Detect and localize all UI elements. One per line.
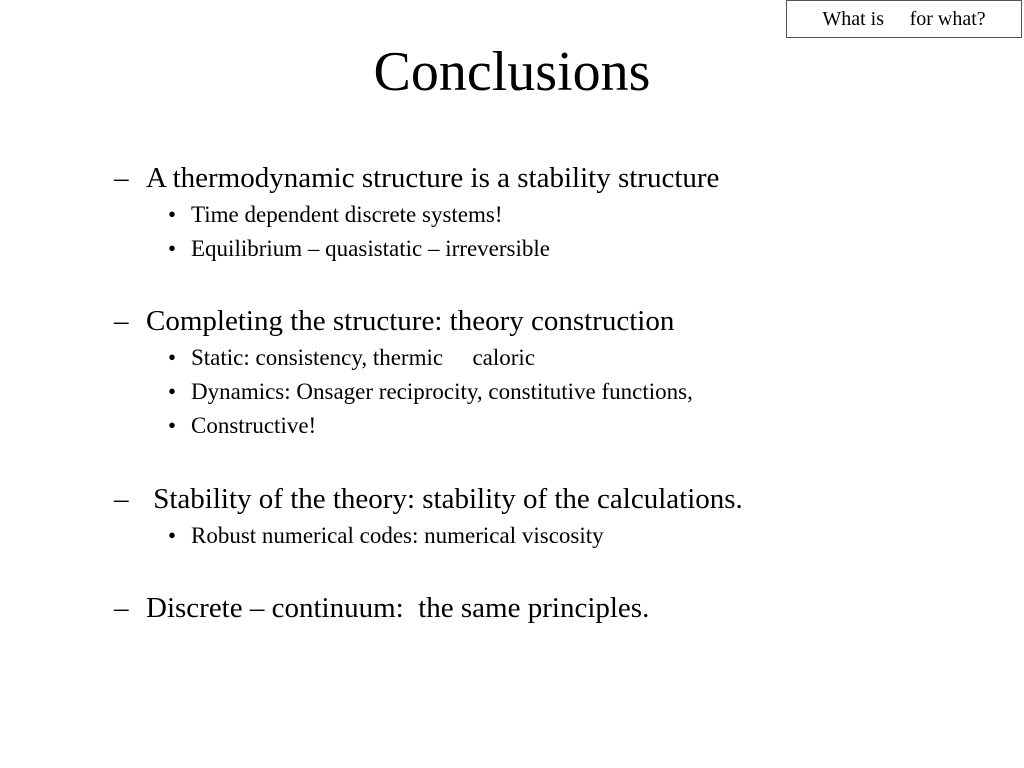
slide-title: Conclusions <box>373 41 651 103</box>
bullet-level1-text: Discrete – continuum: the same principles. <box>146 592 650 624</box>
bullet-level1 <box>114 304 674 338</box>
dash-marker: – <box>114 305 129 337</box>
bullet-dot: • <box>168 523 177 548</box>
bullet-level2-text: Constructive! <box>191 413 317 438</box>
bullet-dot: • <box>168 379 177 404</box>
bullet-level2 <box>168 201 503 229</box>
bullet-level1-text: Completing the structure: theory construction <box>146 305 675 337</box>
bullet-dot: • <box>168 413 177 438</box>
bullet-level2-text: Robust numerical codes: numerical viscosity <box>191 523 604 548</box>
bullet-level2-text: Equilibrium – quasistatic – irreversible <box>191 236 550 261</box>
bullet-dot: • <box>168 236 177 261</box>
bullet-level1 <box>114 482 743 516</box>
bullet-dot: • <box>168 202 177 227</box>
bullet-level1-text: A thermodynamic structure is a stability structure <box>146 162 720 194</box>
bullet-level1-text: Stability of the theory: stability of the calculations. <box>146 483 743 515</box>
bullet-level2-text: Static: consistency, thermic   caloric <box>191 345 536 370</box>
dash-marker: – <box>114 483 129 515</box>
corner-note-text: What is   for what? <box>822 8 986 30</box>
bullet-dot: • <box>168 345 177 370</box>
bullet-level2 <box>168 522 604 550</box>
bullet-level2-text: Dynamics: Onsager reciprocity, constitutive functions, <box>191 379 693 404</box>
bullet-level2 <box>168 344 535 372</box>
bullet-level2 <box>168 378 693 406</box>
dash-marker: – <box>114 162 129 194</box>
bullet-level2-text: Time dependent discrete systems! <box>191 202 503 227</box>
bullet-level1 <box>114 591 649 625</box>
bullet-level2 <box>168 235 550 263</box>
bullet-level1 <box>114 161 719 195</box>
bullet-level2 <box>168 412 316 440</box>
dash-marker: – <box>114 592 129 624</box>
